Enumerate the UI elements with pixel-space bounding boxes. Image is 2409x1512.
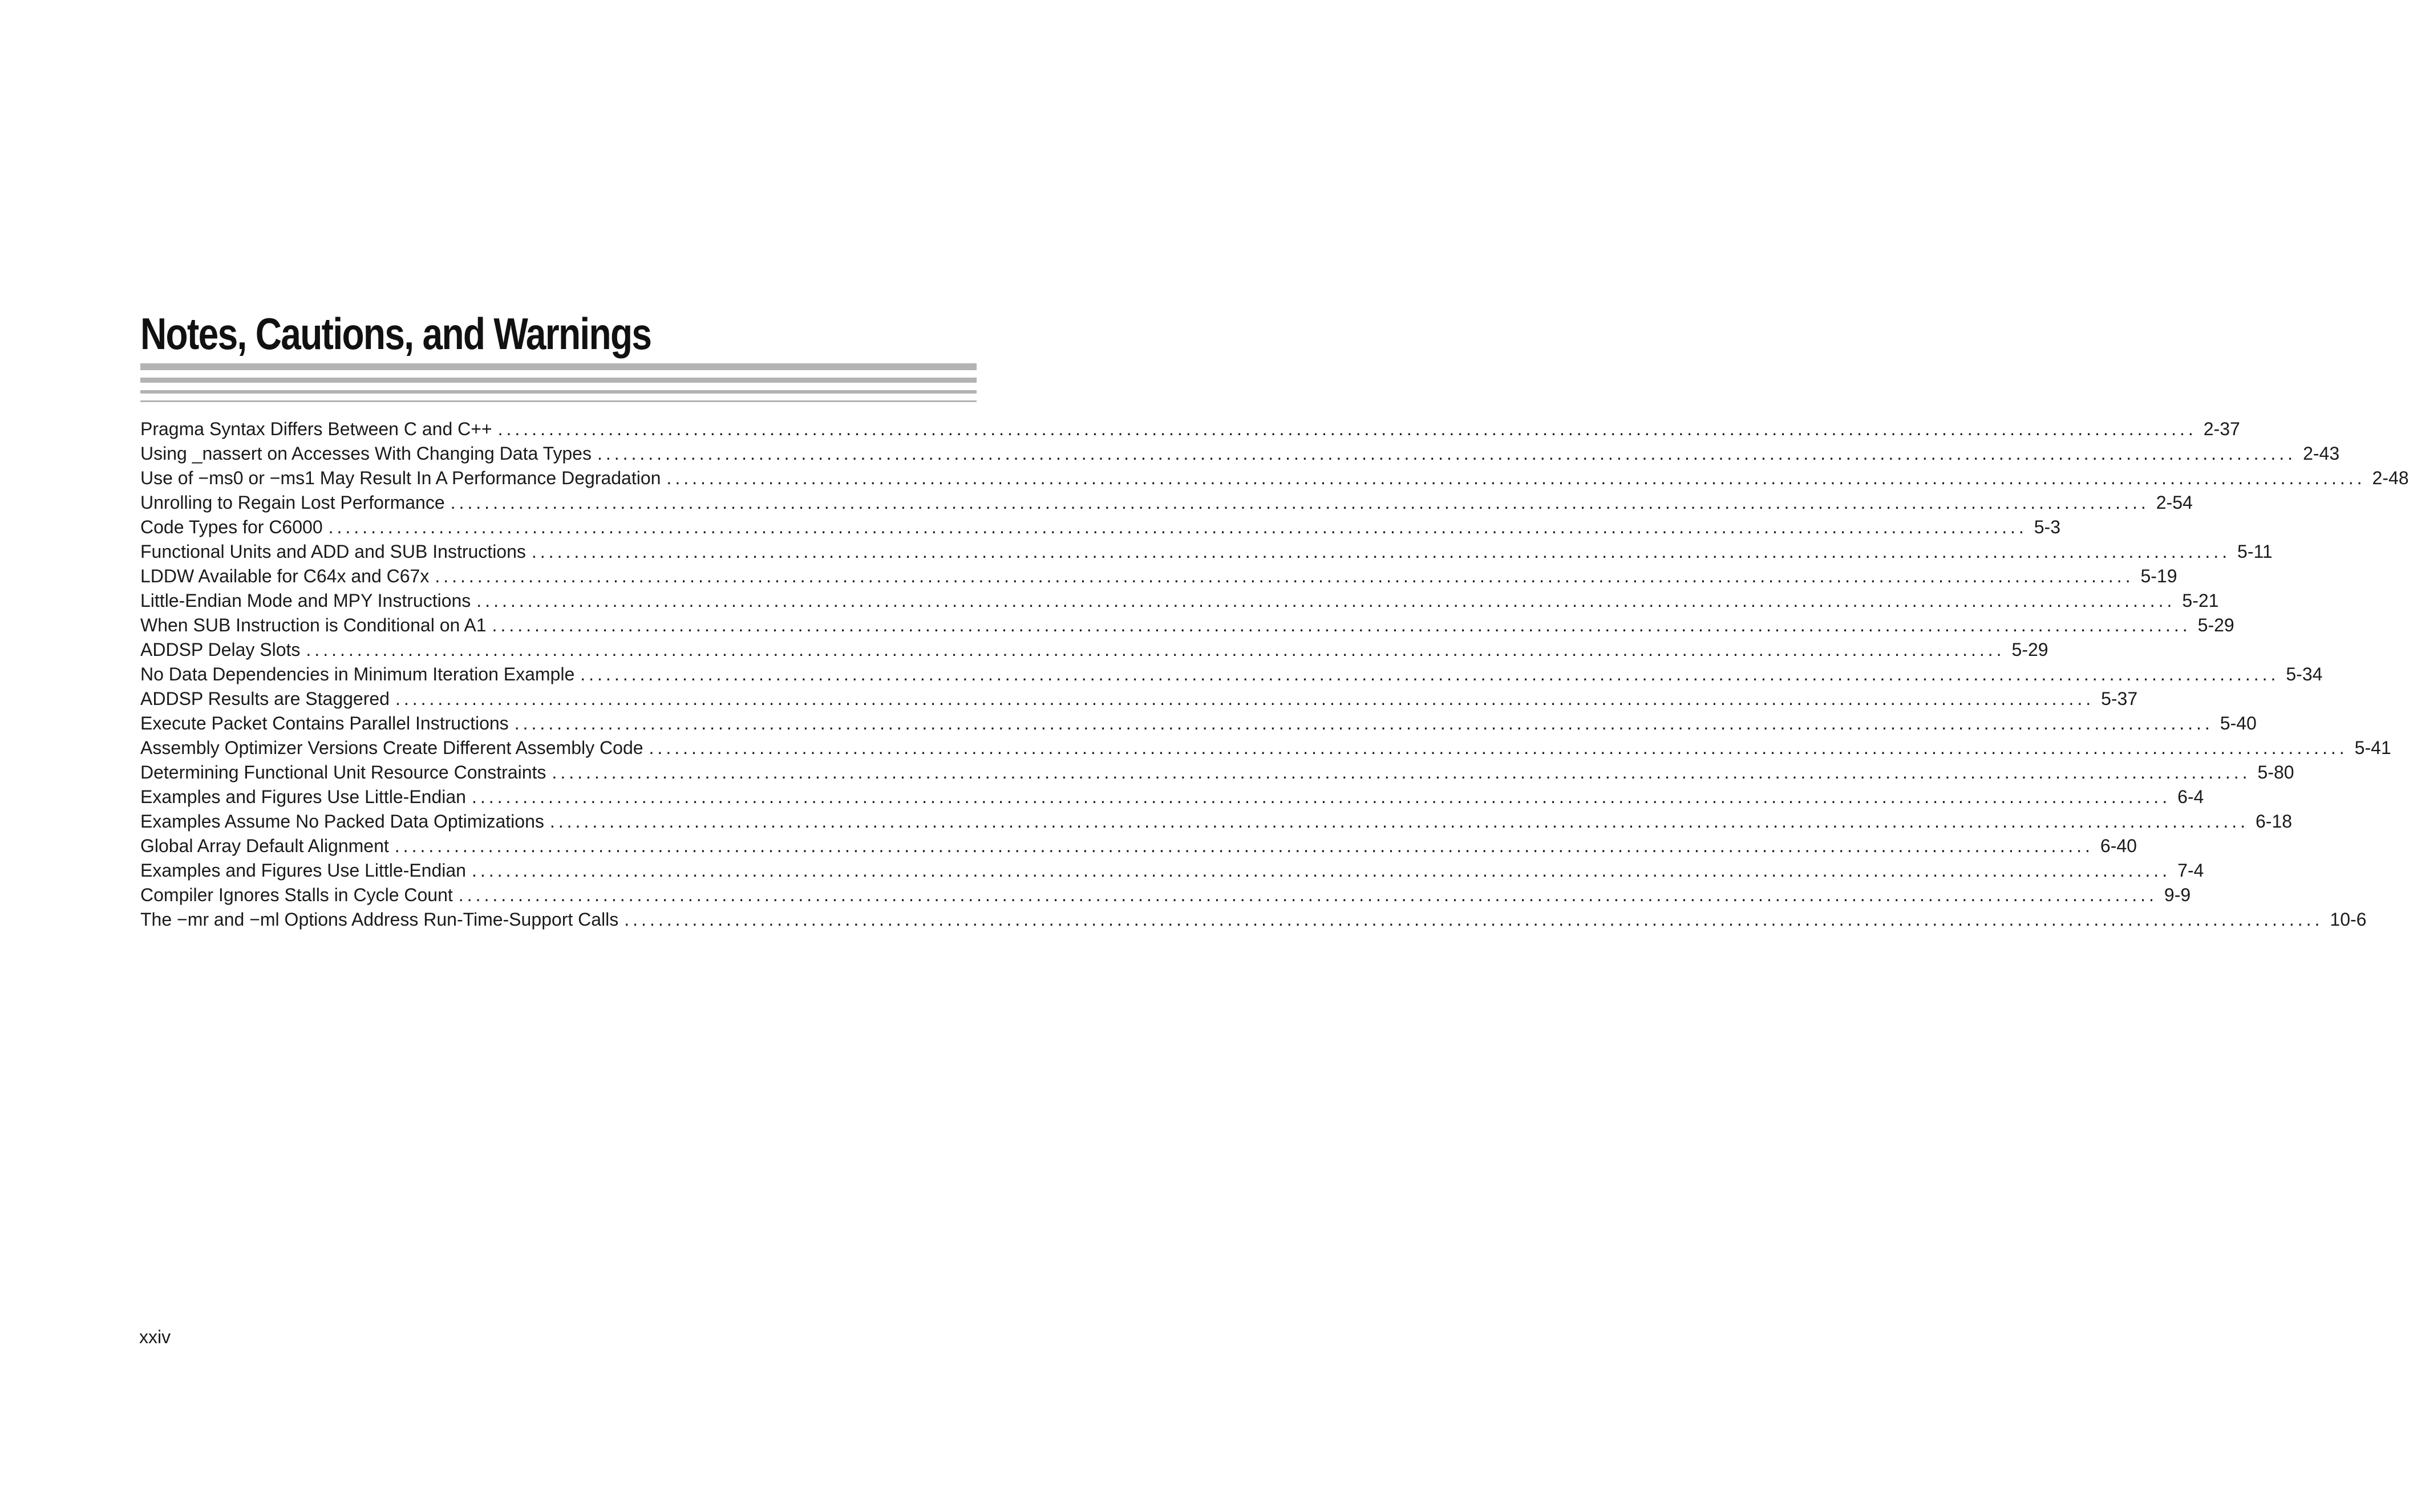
- toc-entry-page: 5-40: [2220, 713, 2257, 733]
- dot-leader: ........................................................................................................................................................................................................: [666, 468, 2366, 488]
- toc-entry[interactable]: [140, 883, 2191, 907]
- toc-entry-page: 9-9: [2164, 885, 2191, 905]
- dot-leader: ........................................................................................................................................................................................................: [497, 419, 2197, 439]
- dot-leader: ........................................................................................................................................................................................................: [471, 860, 2171, 881]
- toc-entry[interactable]: [140, 687, 2138, 711]
- toc-entry-title: The −mr and −ml Options Address Run-Time-Support Calls: [140, 909, 619, 930]
- toc-entry-page: 6-18: [2255, 811, 2293, 832]
- toc-entry-title: Unrolling to Regain Lost Performance: [140, 492, 445, 513]
- toc-entry[interactable]: [140, 491, 2193, 515]
- dot-leader: ........................................................................................................................................................................................................: [395, 688, 2095, 709]
- dot-leader: ........................................................................................................................................................................................................: [514, 713, 2213, 733]
- toc-entry[interactable]: [140, 515, 2060, 540]
- dot-leader: ........................................................................................................................................................................................................: [328, 517, 2027, 537]
- dot-leader: ........................................................................................................................................................................................................: [552, 762, 2251, 783]
- toc-entry[interactable]: [140, 540, 2273, 564]
- toc-entry[interactable]: [140, 417, 2240, 441]
- dot-leader: ........................................................................................................................................................................................................: [492, 615, 2191, 635]
- dot-leader: ........................................................................................................................................................................................................: [458, 885, 2157, 905]
- toc-entry-page: 7-4: [2177, 860, 2204, 881]
- page-title: Notes, Cautions, and Warnings: [140, 309, 651, 359]
- dot-leader: ........................................................................................................................................................................................................: [450, 492, 2149, 513]
- toc-entry-title: ADDSP Delay Slots: [140, 639, 301, 660]
- title-rule: [140, 400, 977, 402]
- toc-entry-title: Compiler Ignores Stalls in Cycle Count: [140, 885, 453, 905]
- toc-entry[interactable]: [140, 809, 2293, 834]
- toc-entry-page: 5-41: [2354, 737, 2391, 758]
- toc-entry[interactable]: [140, 466, 2409, 491]
- toc-entry[interactable]: [140, 613, 2234, 638]
- toc-entry-page: 10-6: [2330, 909, 2367, 930]
- toc-entry-title: When SUB Instruction is Conditional on A1: [140, 615, 487, 635]
- toc-entry-title: Examples and Figures Use Little-Endian: [140, 787, 466, 807]
- toc-entry-page: 2-37: [2203, 419, 2240, 439]
- page-number: xxiv: [139, 1327, 171, 1347]
- toc-entry[interactable]: [140, 711, 2257, 736]
- toc-entry-page: 5-11: [2237, 541, 2273, 562]
- dot-leader: ........................................................................................................................................................................................................: [649, 737, 2348, 758]
- toc-entry-page: 5-29: [2011, 639, 2048, 660]
- toc-entry[interactable]: [140, 441, 2340, 466]
- toc-entry-page: 5-29: [2197, 615, 2234, 635]
- toc-entry-title: Pragma Syntax Differs Between C and C++: [140, 419, 492, 439]
- dot-leader: ........................................................................................................................................................................................................: [476, 590, 2176, 611]
- toc-entry-title: Determining Functional Unit Resource Constraints: [140, 762, 546, 783]
- toc-entry-title: Examples Assume No Packed Data Optimizations: [140, 811, 544, 832]
- toc-entry-page: 5-37: [2101, 688, 2138, 709]
- toc-entry[interactable]: [140, 785, 2204, 809]
- dot-leader: ........................................................................................................................................................................................................: [306, 639, 2005, 660]
- title-rule: [140, 363, 977, 370]
- dot-leader: ........................................................................................................................................................................................................: [624, 909, 2323, 930]
- toc-entry-page: 6-40: [2100, 836, 2137, 856]
- dot-leader: ........................................................................................................................................................................................................: [549, 811, 2249, 832]
- toc-entry[interactable]: [140, 858, 2204, 883]
- toc-entry-page: 5-19: [2140, 566, 2177, 586]
- toc-entry-title: No Data Dependencies in Minimum Iteration Example: [140, 664, 575, 684]
- dot-leader: ........................................................................................................................................................................................................: [531, 541, 2231, 562]
- toc-entry[interactable]: [140, 638, 2048, 662]
- toc-entry[interactable]: [140, 834, 2137, 858]
- title-rule: [140, 390, 977, 394]
- notes-list: [140, 417, 2409, 932]
- toc-entry-page: 2-48: [2372, 468, 2409, 488]
- toc-entry[interactable]: [140, 564, 2177, 589]
- toc-entry-title: Code Types for C6000: [140, 517, 323, 537]
- toc-entry-title: Use of −ms0 or −ms1 May Result In A Performance Degradation: [140, 468, 661, 488]
- toc-entry[interactable]: [140, 760, 2294, 785]
- toc-entry-title: LDDW Available for C64x and C67x: [140, 566, 430, 586]
- dot-leader: ........................................................................................................................................................................................................: [471, 787, 2171, 807]
- dot-leader: ........................................................................................................................................................................................................: [597, 443, 2297, 464]
- toc-entry-page: 2-43: [2303, 443, 2340, 464]
- toc-entry[interactable]: [140, 907, 2367, 932]
- dot-leader: ........................................................................................................................................................................................................: [435, 566, 2134, 586]
- toc-entry-title: Assembly Optimizer Versions Create Different Assembly Code: [140, 737, 643, 758]
- title-rule: [140, 378, 977, 383]
- toc-entry[interactable]: [140, 736, 2391, 760]
- toc-entry-title: Functional Units and ADD and SUB Instructions: [140, 541, 526, 562]
- toc-entry-title: ADDSP Results are Staggered: [140, 688, 390, 709]
- toc-entry-page: 5-21: [2182, 590, 2219, 611]
- toc-entry[interactable]: [140, 589, 2219, 613]
- toc-entry-title: Little-Endian Mode and MPY Instructions: [140, 590, 471, 611]
- toc-entry-page: 5-3: [2034, 517, 2060, 537]
- toc-entry-title: Examples and Figures Use Little-Endian: [140, 860, 466, 881]
- toc-entry-page: 5-80: [2257, 762, 2294, 783]
- dot-leader: ........................................................................................................................................................................................................: [580, 664, 2280, 684]
- toc-entry-page: 6-4: [2177, 787, 2204, 807]
- toc-entry-page: 2-54: [2156, 492, 2193, 513]
- toc-entry-title: Global Array Default Alignment: [140, 836, 389, 856]
- toc-entry-page: 5-34: [2286, 664, 2323, 684]
- dot-leader: ........................................................................................................................................................................................................: [394, 836, 2094, 856]
- toc-entry-title: Execute Packet Contains Parallel Instructions: [140, 713, 509, 733]
- toc-entry-title: Using _nassert on Accesses With Changing Data Types: [140, 443, 592, 464]
- toc-entry[interactable]: [140, 662, 2323, 687]
